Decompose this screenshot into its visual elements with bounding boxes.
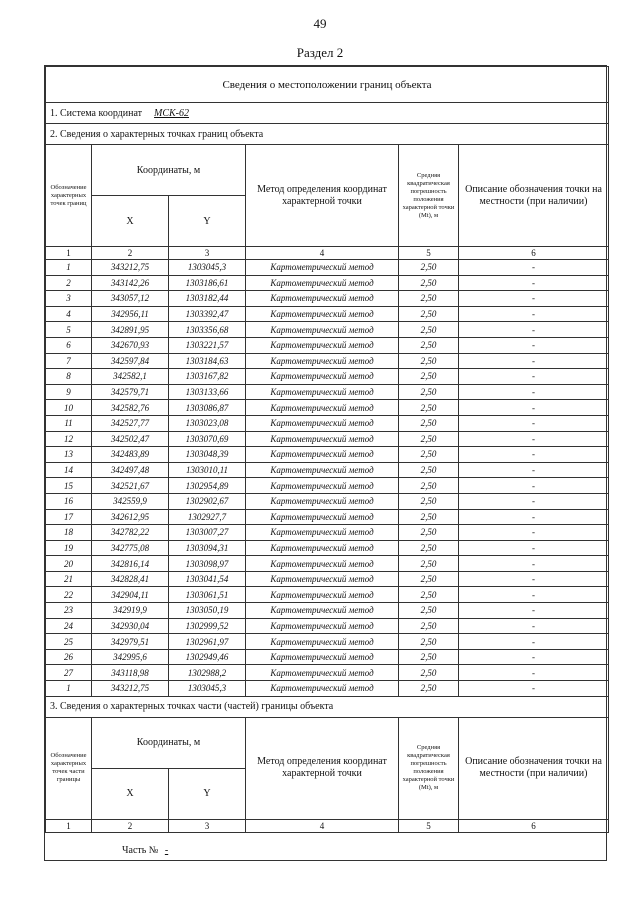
point-number: 6 <box>46 337 92 353</box>
col-number: 5 <box>399 819 459 832</box>
error-cell: 2,50 <box>399 681 459 697</box>
table-title: Сведения о местоположении границ объекта <box>46 67 609 103</box>
point-number: 3 <box>46 291 92 307</box>
method-cell: Картометрический метод <box>246 369 399 385</box>
method-cell: Картометрический метод <box>246 478 399 494</box>
coord-y: 1303045,3 <box>169 260 246 276</box>
header2-point-label: Обозначение характерных точек части границы <box>46 717 92 819</box>
document-frame <box>44 65 607 861</box>
error-cell: 2,50 <box>399 618 459 634</box>
point-number: 18 <box>46 525 92 541</box>
method-cell: Картометрический метод <box>246 649 399 665</box>
coord-y: 1303061,51 <box>169 587 246 603</box>
section3-heading: 3. Сведения о характерных точках части (частей) границы объекта <box>46 696 609 717</box>
point-number: 13 <box>46 447 92 463</box>
description-cell: - <box>459 462 609 478</box>
method-cell: Картометрический метод <box>246 384 399 400</box>
method-cell: Картометрический метод <box>246 618 399 634</box>
coord-x: 342670,93 <box>92 337 169 353</box>
description-cell: - <box>459 649 609 665</box>
table-row <box>46 587 609 603</box>
table-row <box>46 260 609 276</box>
coord-x: 342979,51 <box>92 634 169 650</box>
coord-x: 342919,9 <box>92 603 169 619</box>
header-error: Средняя квадратическая погрешность положения характерной точки (Mt), м <box>399 145 459 247</box>
coord-x: 342579,71 <box>92 384 169 400</box>
coordinate-system-value: МСК-62 <box>154 107 190 119</box>
coord-y: 1303050,19 <box>169 603 246 619</box>
coord-x: 343118,98 <box>92 665 169 681</box>
method-cell: Картометрический метод <box>246 681 399 697</box>
point-number: 20 <box>46 556 92 572</box>
description-cell: - <box>459 447 609 463</box>
point-number: 24 <box>46 618 92 634</box>
header-coordinates: Координаты, м <box>92 145 246 196</box>
error-cell: 2,50 <box>399 260 459 276</box>
method-cell: Картометрический метод <box>246 540 399 556</box>
col-number: 3 <box>169 247 246 260</box>
header2-coordinates: Координаты, м <box>92 717 246 768</box>
error-cell: 2,50 <box>399 571 459 587</box>
error-cell: 2,50 <box>399 322 459 338</box>
coord-y: 1303041,54 <box>169 571 246 587</box>
coord-y: 1303045,3 <box>169 681 246 697</box>
point-number: 7 <box>46 353 92 369</box>
method-cell: Картометрический метод <box>246 447 399 463</box>
part-number-label: Часть № <box>122 845 159 856</box>
col-number: 2 <box>92 247 169 260</box>
point-number: 12 <box>46 431 92 447</box>
point-number: 2 <box>46 275 92 291</box>
coord-x: 343142,26 <box>92 275 169 291</box>
point-number: 26 <box>46 649 92 665</box>
error-cell: 2,50 <box>399 540 459 556</box>
coord-y: 1302961,97 <box>169 634 246 650</box>
error-cell: 2,50 <box>399 306 459 322</box>
method-cell: Картометрический метод <box>246 603 399 619</box>
header2-y: Y <box>169 768 246 819</box>
method-cell: Картометрический метод <box>246 353 399 369</box>
coord-x: 342828,41 <box>92 571 169 587</box>
header2-description: Описание обозначения точки на местности (при наличии) <box>459 717 609 819</box>
method-cell: Картометрический метод <box>246 431 399 447</box>
coord-y: 1302954,89 <box>169 478 246 494</box>
table-row <box>46 400 609 416</box>
table-row <box>46 353 609 369</box>
point-number: 10 <box>46 400 92 416</box>
method-cell: Картометрический метод <box>246 634 399 650</box>
coord-y: 1303186,61 <box>169 275 246 291</box>
col-number: 4 <box>246 819 399 832</box>
point-number: 21 <box>46 571 92 587</box>
coord-y: 1303133,66 <box>169 384 246 400</box>
method-cell: Картометрический метод <box>246 275 399 291</box>
coord-y: 1303356,68 <box>169 322 246 338</box>
description-cell: - <box>459 618 609 634</box>
part-number-line <box>122 845 168 856</box>
error-cell: 2,50 <box>399 291 459 307</box>
section2-heading: 2. Сведения о характерных точках границ объекта <box>46 124 609 145</box>
error-cell: 2,50 <box>399 634 459 650</box>
error-cell: 2,50 <box>399 369 459 385</box>
error-cell: 2,50 <box>399 462 459 478</box>
coord-x: 342930,04 <box>92 618 169 634</box>
header-x: X <box>92 196 169 247</box>
coord-y: 1303023,08 <box>169 415 246 431</box>
point-number: 14 <box>46 462 92 478</box>
description-cell: - <box>459 260 609 276</box>
error-cell: 2,50 <box>399 556 459 572</box>
coord-x: 342502,47 <box>92 431 169 447</box>
point-number: 9 <box>46 384 92 400</box>
coord-y: 1302949,46 <box>169 649 246 665</box>
method-cell: Картометрический метод <box>246 587 399 603</box>
table-row <box>46 431 609 447</box>
coord-y: 1303221,57 <box>169 337 246 353</box>
coordinate-system-line <box>46 103 609 124</box>
description-cell: - <box>459 291 609 307</box>
header2-error: Средняя квадратическая погрешность положения характерной точки (Mt), м <box>399 717 459 819</box>
col-number: 3 <box>169 819 246 832</box>
coord-x: 342527,77 <box>92 415 169 431</box>
error-cell: 2,50 <box>399 353 459 369</box>
description-cell: - <box>459 571 609 587</box>
table-row <box>46 665 609 681</box>
table-row <box>46 509 609 525</box>
table-row <box>46 384 609 400</box>
table-row <box>46 322 609 338</box>
description-cell: - <box>459 337 609 353</box>
description-cell: - <box>459 525 609 541</box>
coord-x: 342497,48 <box>92 462 169 478</box>
coord-x: 342582,76 <box>92 400 169 416</box>
description-cell: - <box>459 665 609 681</box>
table-row <box>46 634 609 650</box>
coord-y: 1302927,7 <box>169 509 246 525</box>
col-number: 2 <box>92 819 169 832</box>
coord-x: 342995,6 <box>92 649 169 665</box>
coord-x: 342559,9 <box>92 493 169 509</box>
point-number: 1 <box>46 681 92 697</box>
page-number: 49 <box>313 16 327 31</box>
description-cell: - <box>459 493 609 509</box>
coord-y: 1303094,31 <box>169 540 246 556</box>
coord-y: 1302999,52 <box>169 618 246 634</box>
table-row <box>46 447 609 463</box>
description-cell: - <box>459 415 609 431</box>
error-cell: 2,50 <box>399 509 459 525</box>
error-cell: 2,50 <box>399 431 459 447</box>
description-cell: - <box>459 681 609 697</box>
coord-x: 342904,11 <box>92 587 169 603</box>
header2-method: Метод определения координат характерной точки <box>246 717 399 819</box>
point-number: 27 <box>46 665 92 681</box>
error-cell: 2,50 <box>399 493 459 509</box>
point-number: 11 <box>46 415 92 431</box>
table-row <box>46 415 609 431</box>
method-cell: Картометрический метод <box>246 400 399 416</box>
description-cell: - <box>459 384 609 400</box>
error-cell: 2,50 <box>399 384 459 400</box>
coord-x: 342891,95 <box>92 322 169 338</box>
coord-y: 1303182,44 <box>169 291 246 307</box>
error-cell: 2,50 <box>399 587 459 603</box>
coord-x: 342612,95 <box>92 509 169 525</box>
method-cell: Картометрический метод <box>246 462 399 478</box>
coord-x: 342521,67 <box>92 478 169 494</box>
table-row <box>46 493 609 509</box>
error-cell: 2,50 <box>399 478 459 494</box>
point-number: 16 <box>46 493 92 509</box>
coord-x: 342816,14 <box>92 556 169 572</box>
method-cell: Картометрический метод <box>246 337 399 353</box>
section-title: Раздел 2 <box>296 45 344 60</box>
error-cell: 2,50 <box>399 415 459 431</box>
point-number: 25 <box>46 634 92 650</box>
table-row <box>46 571 609 587</box>
coord-y: 1303086,87 <box>169 400 246 416</box>
description-cell: - <box>459 322 609 338</box>
coord-y: 1303167,82 <box>169 369 246 385</box>
method-cell: Картометрический метод <box>246 306 399 322</box>
description-cell: - <box>459 353 609 369</box>
table-row <box>46 603 609 619</box>
coord-y: 1303392,47 <box>169 306 246 322</box>
coord-y: 1303007,27 <box>169 525 246 541</box>
coord-x: 343212,75 <box>92 260 169 276</box>
col-number: 6 <box>459 819 609 832</box>
coord-x: 342956,11 <box>92 306 169 322</box>
point-number: 4 <box>46 306 92 322</box>
point-number: 1 <box>46 260 92 276</box>
table-row <box>46 556 609 572</box>
table-row <box>46 462 609 478</box>
error-cell: 2,50 <box>399 275 459 291</box>
table-row <box>46 540 609 556</box>
coord-y: 1303048,39 <box>169 447 246 463</box>
method-cell: Картометрический метод <box>246 525 399 541</box>
col-number: 5 <box>399 247 459 260</box>
coord-y: 1303098,97 <box>169 556 246 572</box>
method-cell: Картометрический метод <box>246 291 399 307</box>
error-cell: 2,50 <box>399 603 459 619</box>
coord-y: 1302902,67 <box>169 493 246 509</box>
coord-y: 1302988,2 <box>169 665 246 681</box>
point-number: 8 <box>46 369 92 385</box>
header-method: Метод определения координат характерной точки <box>246 145 399 247</box>
point-number: 17 <box>46 509 92 525</box>
description-cell: - <box>459 587 609 603</box>
coord-x: 342782,22 <box>92 525 169 541</box>
description-cell: - <box>459 509 609 525</box>
coord-y: 1303010,11 <box>169 462 246 478</box>
description-cell: - <box>459 556 609 572</box>
table-row <box>46 478 609 494</box>
error-cell: 2,50 <box>399 400 459 416</box>
method-cell: Картометрический метод <box>246 415 399 431</box>
table-row <box>46 525 609 541</box>
point-number: 23 <box>46 603 92 619</box>
method-cell: Картометрический метод <box>246 665 399 681</box>
col-number: 1 <box>46 247 92 260</box>
description-cell: - <box>459 634 609 650</box>
coord-x: 343212,75 <box>92 681 169 697</box>
header-point-label: Обозначение характерных точек границ <box>46 145 92 247</box>
col-number: 1 <box>46 819 92 832</box>
table-row <box>46 681 609 697</box>
coord-x: 342582,1 <box>92 369 169 385</box>
method-cell: Картометрический метод <box>246 556 399 572</box>
table-row <box>46 618 609 634</box>
col-number: 6 <box>459 247 609 260</box>
table-row <box>46 306 609 322</box>
part-number-value: - <box>164 845 169 856</box>
method-cell: Картометрический метод <box>246 260 399 276</box>
table-row <box>46 275 609 291</box>
point-number: 15 <box>46 478 92 494</box>
table-row <box>46 649 609 665</box>
error-cell: 2,50 <box>399 337 459 353</box>
description-cell: - <box>459 540 609 556</box>
table-row <box>46 369 609 385</box>
description-cell: - <box>459 431 609 447</box>
error-cell: 2,50 <box>399 447 459 463</box>
error-cell: 2,50 <box>399 649 459 665</box>
coord-x: 342775,08 <box>92 540 169 556</box>
method-cell: Картометрический метод <box>246 322 399 338</box>
method-cell: Картометрический метод <box>246 571 399 587</box>
coord-x: 343057,12 <box>92 291 169 307</box>
coord-x: 342597,84 <box>92 353 169 369</box>
description-cell: - <box>459 275 609 291</box>
description-cell: - <box>459 400 609 416</box>
point-number: 5 <box>46 322 92 338</box>
table-row <box>46 291 609 307</box>
error-cell: 2,50 <box>399 525 459 541</box>
description-cell: - <box>459 306 609 322</box>
col-number: 4 <box>246 247 399 260</box>
header2-x: X <box>92 768 169 819</box>
header-description: Описание обозначения точки на местности (при наличии) <box>459 145 609 247</box>
table-row <box>46 337 609 353</box>
method-cell: Картометрический метод <box>246 509 399 525</box>
header-y: Y <box>169 196 246 247</box>
coord-y: 1303184,63 <box>169 353 246 369</box>
coord-y: 1303070,69 <box>169 431 246 447</box>
coord-x: 342483,89 <box>92 447 169 463</box>
point-number: 22 <box>46 587 92 603</box>
description-cell: - <box>459 369 609 385</box>
error-cell: 2,50 <box>399 665 459 681</box>
description-cell: - <box>459 603 609 619</box>
coordinate-system-label: 1. Система координат <box>50 107 143 119</box>
description-cell: - <box>459 478 609 494</box>
method-cell: Картометрический метод <box>246 493 399 509</box>
boundary-table <box>45 66 609 833</box>
point-number: 19 <box>46 540 92 556</box>
